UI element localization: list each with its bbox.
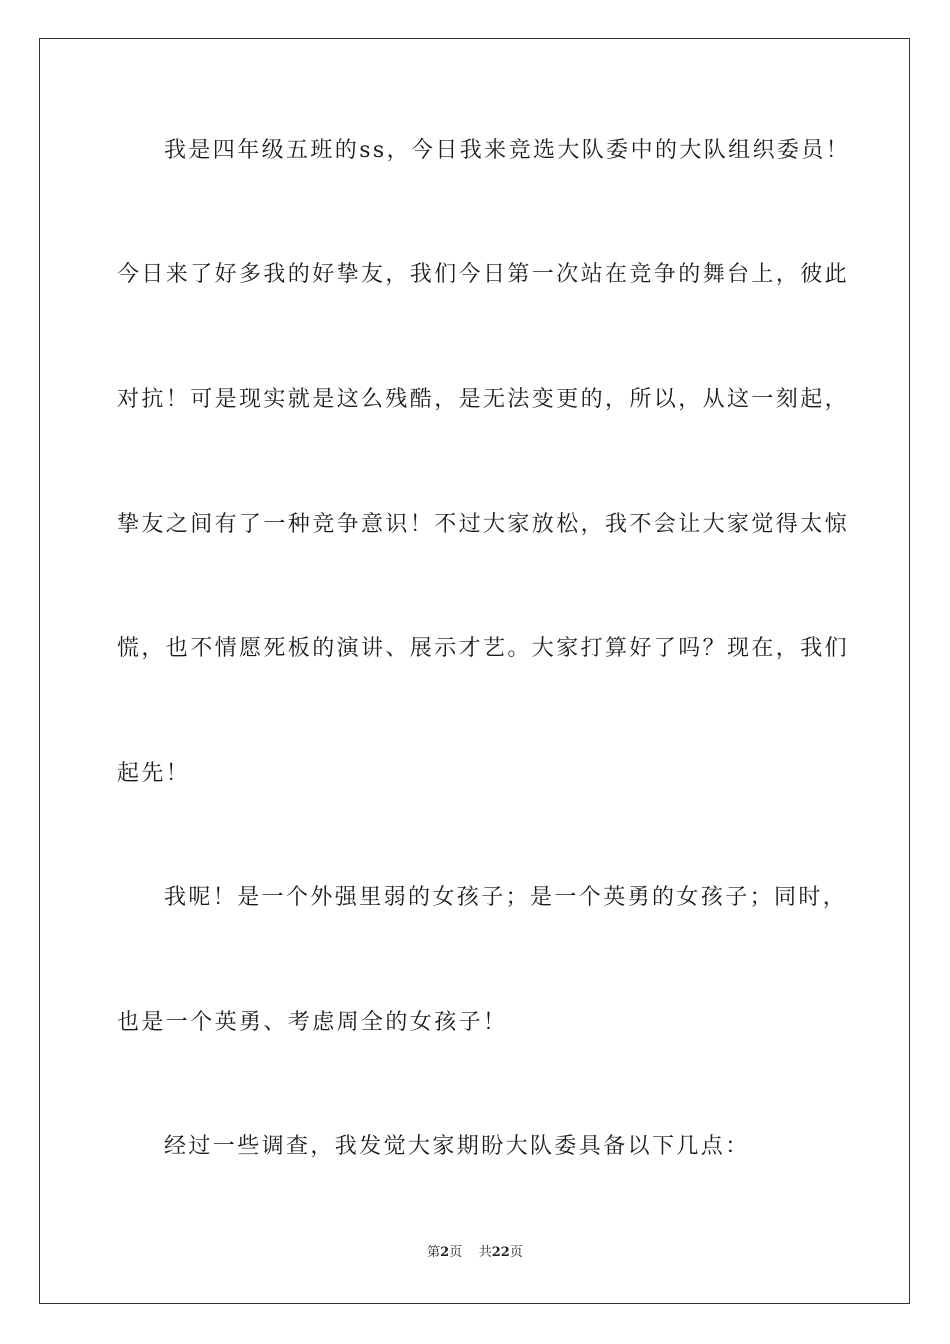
paragraph-2-line-4: 慌，也不情愿死板的演讲、展示才艺。大家打算好了吗？现在，我们	[117, 636, 850, 661]
paragraph-2-line-5: 起先！	[117, 761, 191, 786]
total-pages: 22	[491, 1245, 510, 1260]
page-suffix: 页	[449, 1245, 463, 1260]
paragraph-1-line-1: 我是四年级五班的ss，今日我来竞选大队委中的大队组织委员！	[164, 138, 851, 163]
total-prefix: 共	[478, 1245, 492, 1260]
paragraph-2-line-3: 挚友之间有了一种竞争意识！不过大家放松，我不会让大家觉得太惊	[117, 512, 850, 537]
page-footer	[0, 1244, 950, 1262]
paragraph-2-line-1: 今日来了好多我的好挚友，我们今日第一次站在竞争的舞台上，彼此	[117, 262, 850, 287]
paragraph-2-line-2: 对抗！可是现实就是这么残酷，是无法变更的，所以，从这一刻起，	[117, 387, 850, 412]
page-number: 2	[440, 1245, 450, 1260]
total-suffix: 页	[509, 1245, 523, 1260]
page-prefix: 第	[427, 1245, 441, 1260]
page-border	[39, 38, 910, 1304]
paragraph-3-line-2: 也是一个英勇、考虑周全的女孩子！	[117, 1010, 508, 1035]
paragraph-4-line-1: 经过一些调查，我发觉大家期盼大队委具备以下几点：	[164, 1134, 750, 1159]
paragraph-3-line-1: 我呢！是一个外强里弱的女孩子；是一个英勇的女孩子；同时，	[164, 885, 848, 910]
